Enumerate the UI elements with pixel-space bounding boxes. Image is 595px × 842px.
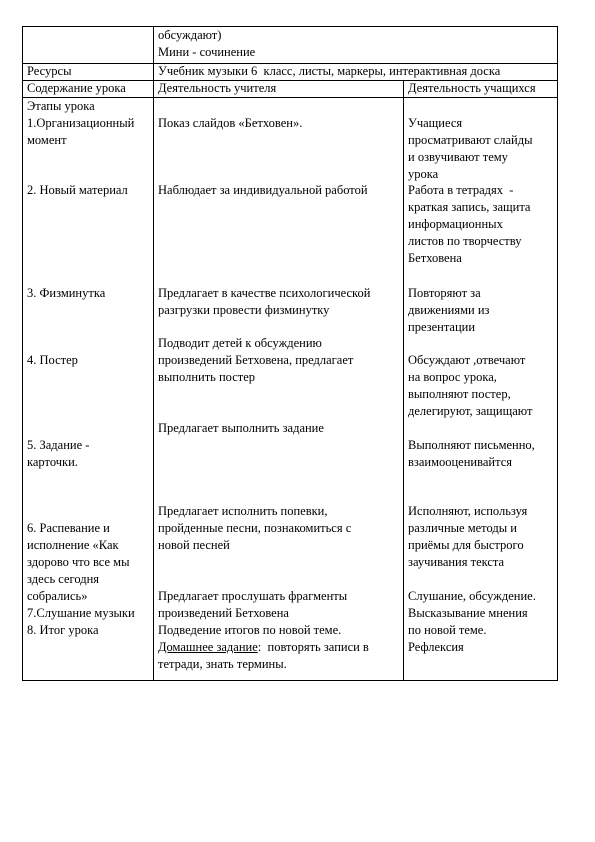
teacher-line: Предлагает в качестве психологической xyxy=(158,286,371,300)
row-divider xyxy=(22,97,558,98)
header-teacher: Деятельность учителя xyxy=(158,81,277,95)
stage-line: 8. Итог урока xyxy=(27,623,99,637)
teacher-line: Предлагает исполнить попевки, xyxy=(158,504,328,518)
stage-line: 1.Организационный xyxy=(27,116,135,130)
teacher-line: Наблюдает за индивидуальной работой xyxy=(158,183,368,197)
table-border-left xyxy=(22,26,23,681)
student-line: Обсуждают ,отвечают xyxy=(408,353,526,367)
teacher-line: выполнить постер xyxy=(158,370,256,384)
student-line: Слушание, обсуждение. xyxy=(408,589,536,603)
homework-label: Домашнее задание xyxy=(158,640,258,654)
student-line: презентации xyxy=(408,320,476,334)
student-line: Выполняют письменно, xyxy=(408,438,535,452)
student-line: заучивания текста xyxy=(408,555,505,569)
student-line: Исполняют, используя xyxy=(408,504,528,518)
student-line: листов по творчеству xyxy=(408,234,522,248)
stage-line: здорово что все мы xyxy=(27,555,130,569)
student-line: приёмы для быстрого xyxy=(408,538,524,552)
student-line: Бетховена xyxy=(408,251,462,265)
student-line: по новой теме. xyxy=(408,623,487,637)
stage-line: собрались» xyxy=(27,589,88,603)
student-line: Высказывание мнения xyxy=(408,606,528,620)
stage-line: 7.Слушание музыки xyxy=(27,606,135,620)
column-divider xyxy=(403,80,404,681)
teacher-line: новой песней xyxy=(158,538,230,552)
stage-line: 2. Новый материал xyxy=(27,183,128,197)
stage-line: карточки. xyxy=(27,455,78,469)
top-cell-line: Мини - сочинение xyxy=(158,45,256,59)
student-line: на вопрос урока, xyxy=(408,370,497,384)
homework-text: : повторять записи в xyxy=(257,640,369,654)
student-line: делегируют, защищают xyxy=(408,404,533,418)
stage-line: 5. Задание - xyxy=(27,438,90,452)
stage-line: 4. Постер xyxy=(27,353,78,367)
student-line: выполняют постер, xyxy=(408,387,511,401)
teacher-line: разгрузки провести физминутку xyxy=(158,303,330,317)
student-line: краткая запись, защита xyxy=(408,200,531,214)
resources-label: Ресурсы xyxy=(27,64,72,78)
stage-line: Этапы урока xyxy=(27,99,95,113)
table-border-right xyxy=(557,26,558,681)
student-line: Работа в тетрадях - xyxy=(408,183,514,197)
teacher-line: Показ слайдов «Бетховен». xyxy=(158,116,303,130)
header-students: Деятельность учащихся xyxy=(408,81,536,95)
table-border-bottom xyxy=(22,680,558,681)
top-cell-line: обсуждают) xyxy=(158,28,222,42)
student-line: взаимооценивайтся xyxy=(408,455,512,469)
stage-line: исполнение «Как xyxy=(27,538,119,552)
student-line: различные методы и xyxy=(408,521,517,535)
teacher-line: Предлагает выполнить задание xyxy=(158,421,324,435)
resources-value: Учебник музыки 6 класс, листы, маркеры, интерактивная доска xyxy=(158,64,501,78)
teacher-line: тетради, знать термины. xyxy=(158,657,287,671)
student-line: Учащиеся xyxy=(408,116,463,130)
stage-line: здесь сегодня xyxy=(27,572,100,586)
stage-line: момент xyxy=(27,133,67,147)
table-border-top xyxy=(22,26,558,27)
student-line: просматривают слайды xyxy=(408,133,533,147)
homework-line xyxy=(158,639,369,656)
student-line: информационных xyxy=(408,217,503,231)
teacher-line: Предлагает прослушать фрагменты xyxy=(158,589,348,603)
student-line: движениями из xyxy=(408,303,490,317)
stage-line: 6. Распевание и xyxy=(27,521,110,535)
stage-line: 3. Физминутка xyxy=(27,286,106,300)
teacher-line: Подводит детей к обсуждению xyxy=(158,336,322,350)
teacher-line: произведений Бетховена xyxy=(158,606,289,620)
student-line: урока xyxy=(408,167,439,181)
teacher-line: произведений Бетховена, предлагает xyxy=(158,353,354,367)
student-line: Рефлексия xyxy=(408,640,464,654)
student-line: и озвучивают тему xyxy=(408,150,508,164)
teacher-line: пройденные песни, познакомиться с xyxy=(158,521,352,535)
header-content: Содержание урока xyxy=(27,81,126,95)
student-line: Повторяют за xyxy=(408,286,481,300)
teacher-line: Подведение итогов по новой теме. xyxy=(158,623,342,637)
column-divider xyxy=(153,26,154,681)
